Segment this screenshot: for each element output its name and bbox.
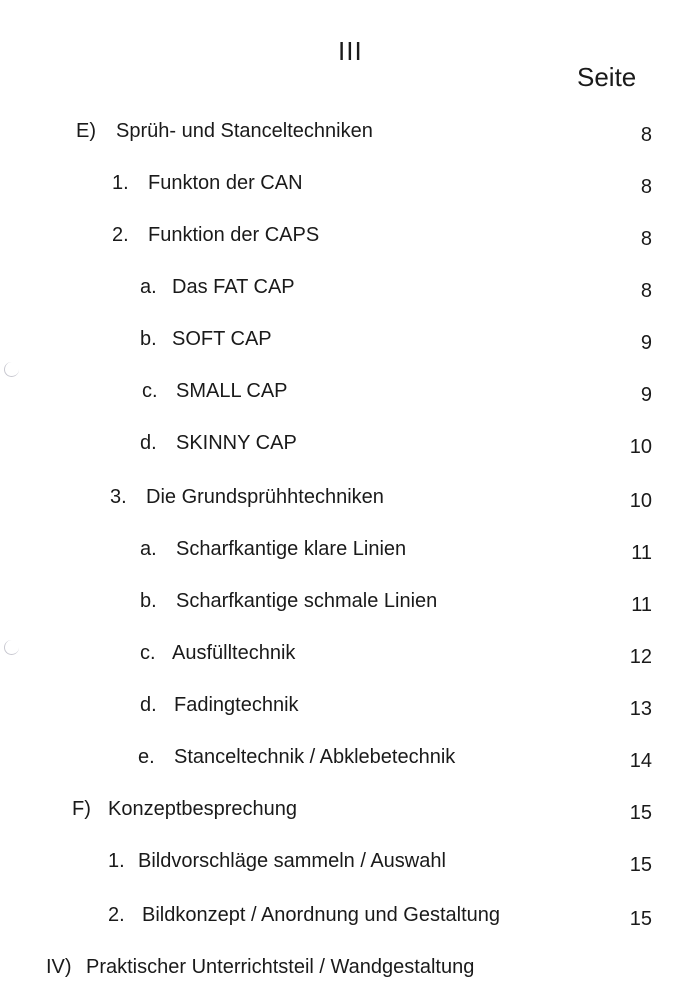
toc-marker: IV)	[46, 956, 72, 978]
toc-title: Ausfülltechnik	[172, 642, 296, 664]
toc-entry	[0, 116, 680, 146]
toc-title: SOFT CAP	[172, 328, 272, 350]
toc-title: Die Grundsprühhtechniken	[146, 486, 384, 508]
toc-title: Stanceltechnik / Abklebetechnik	[174, 746, 456, 768]
toc-marker: 1.	[108, 850, 125, 872]
toc-title: Fadingtechnik	[174, 694, 299, 716]
punch-hole-mark	[4, 362, 19, 377]
toc-title: SKINNY CAP	[176, 432, 297, 454]
toc-title: Funktion der CAPS	[148, 224, 320, 246]
toc-marker: e.	[138, 746, 155, 768]
toc-marker: a.	[140, 538, 157, 560]
toc-marker: b.	[140, 590, 157, 612]
toc-title: Das FAT CAP	[172, 276, 295, 298]
toc-marker: b.	[140, 328, 157, 350]
toc-title: Bildvorschläge sammeln / Auswahl	[138, 850, 446, 872]
toc-entry	[0, 586, 680, 616]
toc-marker: F)	[72, 798, 91, 820]
toc-title: Scharfkantige schmale Linien	[176, 590, 438, 612]
toc-marker: c.	[140, 642, 156, 664]
toc-title: SMALL CAP	[176, 380, 288, 402]
toc-marker: d.	[140, 694, 157, 716]
toc-page-number: 10	[629, 490, 652, 512]
toc-marker: a.	[140, 276, 157, 298]
toc-entry	[0, 638, 680, 668]
toc-page-number: 14	[629, 750, 652, 772]
toc-entry	[0, 900, 680, 930]
toc-page-number: 8	[640, 124, 652, 146]
toc-page-number: 11	[631, 594, 652, 616]
toc-entry	[0, 952, 680, 982]
toc-page-number: 9	[640, 332, 652, 354]
toc-entry	[0, 324, 680, 354]
toc-title: Praktischer Unterrichtsteil / Wandgestaltung	[86, 956, 475, 978]
toc-marker: 1.	[112, 172, 129, 194]
toc-entry	[0, 376, 680, 406]
toc-marker: 3.	[110, 486, 127, 508]
toc-page-number: 10	[629, 436, 652, 458]
toc-page-number: 15	[629, 908, 652, 930]
toc-title: Konzeptbesprechung	[108, 798, 298, 820]
toc-entry	[0, 428, 680, 458]
toc-entry	[0, 220, 680, 250]
toc-page-number: 13	[629, 698, 652, 720]
toc-entry	[0, 794, 680, 824]
page-roman-numeral: III	[338, 36, 363, 66]
toc-title: Bildkonzept / Anordnung und Gestaltung	[142, 904, 501, 926]
toc-entry	[0, 534, 680, 564]
toc-title: Funkton der CAN	[148, 172, 303, 194]
toc-page-number: 11	[631, 542, 652, 564]
toc-entry	[0, 272, 680, 302]
toc-title: Scharfkantige klare Linien	[176, 538, 407, 560]
toc-page-number: 8	[640, 176, 652, 198]
toc-marker: d.	[140, 432, 157, 454]
toc-marker: c.	[142, 380, 158, 402]
toc-page-number: 9	[640, 384, 652, 406]
toc-entry	[0, 482, 680, 512]
toc-page-number: 8	[640, 228, 652, 250]
toc-page-number: 8	[640, 280, 652, 302]
toc-entry	[0, 846, 680, 876]
toc-marker: 2.	[112, 224, 129, 246]
toc-entry	[0, 168, 680, 198]
toc-entry	[0, 690, 680, 720]
page-column-header: Seite	[577, 62, 637, 92]
toc-page-number: 15	[629, 802, 652, 824]
toc-page-number: 12	[629, 646, 652, 668]
toc-marker: 2.	[108, 904, 125, 926]
toc-marker: E)	[76, 120, 96, 142]
toc-entry	[0, 742, 680, 772]
toc-title: Sprüh- und Stanceltechniken	[116, 120, 373, 142]
toc-page-number: 15	[629, 854, 652, 876]
